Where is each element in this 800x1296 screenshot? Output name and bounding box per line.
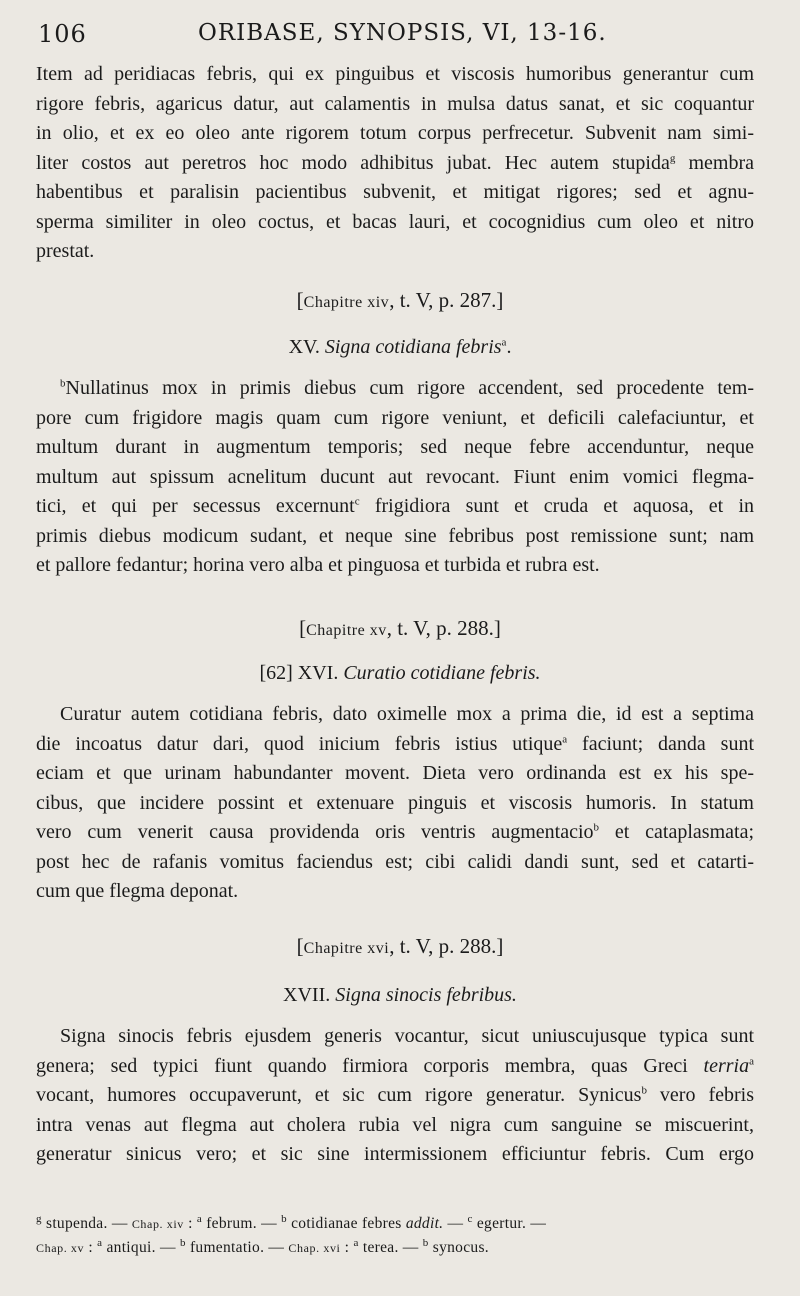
paragraph-curatio: [36, 700, 754, 907]
footnote-mark: c: [354, 495, 360, 508]
text-line: habentibus et paralisin pacientibus subvenit, et mitigat rigores; sed et agnu-: [36, 181, 754, 203]
text-line: Curatur autem cotidiana febris, dato oximelle mox a prima die, id est a septima: [60, 703, 754, 725]
text-line: pore cum frigidore magis quam cum rigore veniunt, et deficili calefaciuntur, et: [36, 406, 754, 429]
text-line: intra venas aut flegma aut cholera rubia vel nigra cum sanguine se miscuerint,: [36, 1113, 754, 1136]
text-line: die incoatus datur dari, quod inicium febris istius utique$^a$ faciunt; danda sunt: [36, 732, 754, 755]
section-heading-xvii: XVII. Signa sinocis febribus.: [283, 984, 517, 1006]
text-line: genera; sed typici fiunt quando firmiora corporis membra, quas Greci terria$^a$: [36, 1054, 754, 1077]
footnote-mark: g: [669, 151, 676, 164]
footnote-mark: a: [562, 732, 568, 745]
text-line: multum aut spissum acnelitum ducunt aut revocant. Fiunt enim vomici flegma-: [36, 465, 754, 488]
text-line: multum durant in augmentum temporis; sed neque febre accenduntur, neque: [36, 436, 754, 458]
text-line: cum que flegma deponat.: [36, 880, 239, 902]
footnotes: [36, 1212, 754, 1260]
text-line: sperma similiter in oleo coctus, et bacas lauri, et cocognidius cum oleo et nitro: [36, 210, 754, 233]
text-line: vocant, humores occupaverunt, et sic cum rigore generatur. Synicus$^b$ vero febris: [36, 1084, 754, 1106]
text-line: cibus, que incidere possint et extenuare pinguis et viscosis humoris. In statum: [36, 791, 754, 814]
text-line: primis diebus modicum sudant, et neque sine febribus post remissione sunt; nam: [36, 524, 754, 547]
footnote-mark: a: [749, 1054, 754, 1067]
running-title: ORIBASE, SYNOPSIS, VI, 13-16.: [198, 20, 607, 46]
chapter-reference-xvi: [Chapitre xvi, t. V, p. 288.]: [296, 934, 504, 958]
footnote-mark: b: [60, 377, 66, 390]
chapter-reference-xiv: [Chapitre xiv, t. V, p. 287.]: [296, 288, 504, 312]
text-line: et pallore fedantur; horina vero alba et pinguosa et turbida et rubra est.: [36, 554, 600, 576]
chapter-reference-xv: [Chapitre xv, t. V, p. 288.]: [299, 616, 501, 640]
text-line: Item ad peridiacas febris, qui ex pinguibus et viscosis humoribus generantur cum: [36, 63, 754, 85]
text-line: prestat.: [36, 240, 95, 262]
section-heading-xvi: [62] XVI. Curatio cotidiane febris.: [259, 662, 541, 684]
text-line: liter costos aut peretros hoc modo adhibitus jubat. Hec autem stupida$^g$ membra: [36, 151, 754, 174]
text-line: tici, et qui per secessus excernunt$^c$ frigidiora sunt et cruda et aquosa, et in: [36, 495, 754, 517]
footnote-mark: b: [593, 821, 600, 834]
footnote-mark: b: [641, 1084, 647, 1097]
page-number: 106: [38, 20, 87, 48]
paragraph-peridiacas: [36, 60, 754, 267]
text-line: rigore febris, agaricus datur, aut calamentis in mulsa datus sanat, et sic coquantur: [36, 92, 754, 115]
section-heading-xv: XV. Signa cotidiana febris$^a$.: [288, 336, 512, 358]
paragraph-sinocis: [36, 1022, 754, 1170]
text-line: generatur sinicus vero; et sic sine intermissionem efficiuntur febris. Cum ergo: [36, 1143, 754, 1165]
footnote-line: $^g$ stupenda. — Chap. xiv : $^a$ februm. — $^b$ cotidianae febres addit. — $^c$ egertur. —: [36, 1212, 547, 1232]
paragraph-signa-cotidiana: [36, 374, 754, 581]
text-line: post hec de rafanis vomitus faciendus est; cibi calidi dandi sunt, sed et catarti-: [36, 850, 754, 873]
text-line: vero cum venerit causa providenda oris ventris augmentacio$^b$ et cataplasmata;: [36, 821, 754, 843]
footnote-line: Chap. xv : $^a$ antiqui. — $^b$ fumentatio. — Chap. xvi : $^a$ terea. — $^b$ synocus.: [36, 1236, 489, 1256]
text-line: Signa sinocis febris ejusdem generis vocantur, sicut uniuscujusque typica sunt: [60, 1025, 754, 1047]
running-head: [38, 18, 770, 58]
text-line: in olio, et ex eo oleo ante rigorem totum corpus perfrecetur. Subvenit nam simi-: [36, 122, 754, 144]
text-line: eciam et que urinam habundanter movent. Dieta vero ordinanda est ex his spe-: [36, 762, 754, 784]
text-line: $^b$Nullatinus mox in primis diebus cum rigore accendent, sed procedente tem-: [60, 377, 754, 399]
